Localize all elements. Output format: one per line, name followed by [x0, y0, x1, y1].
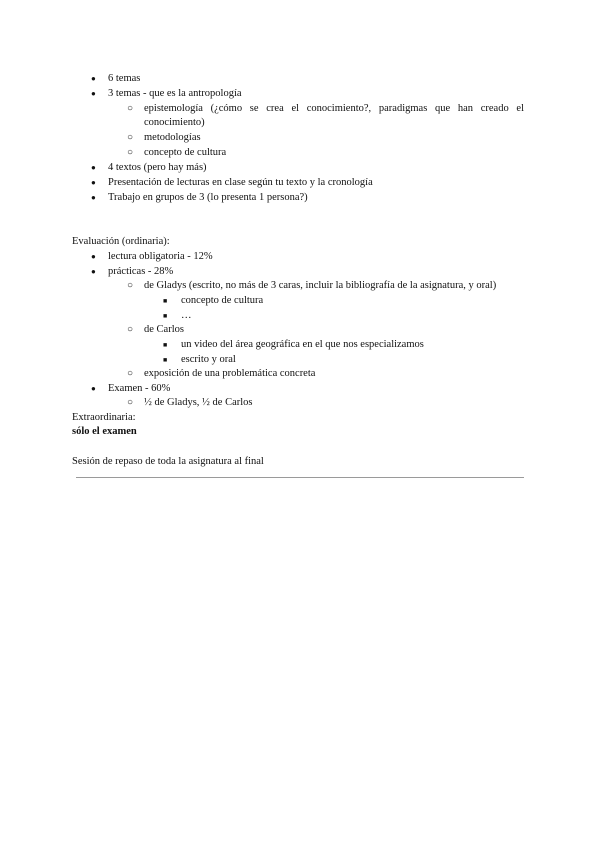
bullet-disc: [91, 265, 96, 279]
list-item: ½ de Gladys, ½ de Carlos: [144, 397, 253, 408]
evaluacion-heading: Evaluación (ordinaria):: [72, 236, 170, 247]
list-item: 3 temas - que es la antropología: [108, 88, 242, 99]
bullet-circle: [127, 279, 133, 293]
bullet-disc: [91, 72, 96, 86]
list-item: metodologías: [144, 132, 201, 143]
bullet-disc: [91, 176, 96, 190]
list-item: lectura obligatoria - 12%: [108, 251, 213, 262]
list-item: 6 temas: [108, 73, 141, 84]
bullet-disc: [91, 87, 96, 101]
bullet-square: [163, 309, 167, 323]
bullet-circle: [127, 396, 133, 410]
list-item: un video del área geográfica en el que nos especializamos: [181, 339, 424, 350]
bullet-circle: [127, 146, 133, 160]
horizontal-divider: [76, 477, 524, 478]
extraordinaria-heading: Extraordinaria:: [72, 412, 136, 423]
list-item: Trabajo en grupos de 3 (lo presenta 1 persona?): [108, 192, 308, 203]
list-item: concepto de cultura: [144, 147, 227, 158]
bullet-circle: [127, 367, 133, 381]
list-item: de Gladys (escrito, no más de 3 caras, incluir la bibliografía de la asignatura, y oral): [144, 280, 497, 291]
bullet-circle: [127, 131, 133, 145]
bullet-disc: [91, 250, 96, 264]
bullet-disc: [91, 161, 96, 175]
bullet-circle: [127, 102, 133, 116]
list-item: epistemología (¿cómo se crea el conocimiento?, paradigmas que han creado el conocimiento): [144, 103, 524, 128]
list-item: prácticas - 28%: [108, 266, 174, 277]
list-item: concepto de cultura: [181, 295, 264, 306]
bullet-disc: [91, 191, 96, 205]
list-item: Presentación de lecturas en clase según tu texto y la cronología: [108, 177, 373, 188]
list-item: exposición de una problemática concreta: [144, 368, 316, 379]
bullet-circle: [127, 323, 133, 337]
repaso-note: Sesión de repaso de toda la asignatura al final: [72, 456, 264, 467]
bullet-square: [163, 353, 167, 367]
list-item: Examen - 60%: [108, 383, 171, 394]
list-item: 4 textos (pero hay más): [108, 162, 207, 173]
bullet-square: [163, 294, 167, 308]
list-item: …: [181, 310, 192, 321]
bullet-square: [163, 338, 167, 352]
list-item: de Carlos: [144, 324, 184, 335]
extraordinaria-detail: sólo el examen: [72, 426, 137, 437]
bullet-disc: [91, 382, 96, 396]
list-item: escrito y oral: [181, 354, 236, 365]
